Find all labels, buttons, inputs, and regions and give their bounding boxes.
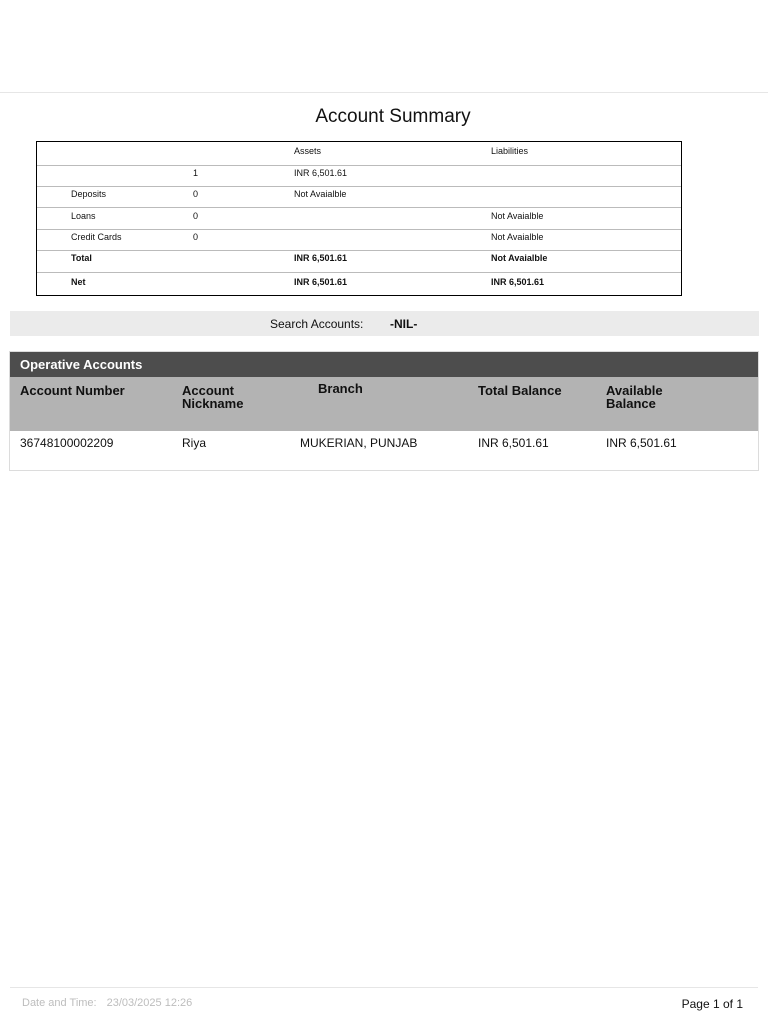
summary-row: [37, 168, 681, 187]
column-header-account-number: Account Number: [20, 383, 125, 398]
summary-row-credit-cards: [37, 232, 681, 251]
summary-row-deposits: [37, 189, 681, 208]
account-number: 36748100002209: [20, 436, 114, 450]
footer-datetime: [22, 997, 192, 1009]
footer-divider: [10, 987, 758, 988]
summary-header-row: [37, 146, 681, 166]
summary-row-liabilities: INR 6,501.61: [491, 277, 545, 287]
search-accounts-label: Search Accounts:: [270, 317, 364, 331]
search-accounts-value: -NIL-: [390, 317, 418, 331]
top-divider: [0, 92, 768, 93]
column-header-total-balance: Total Balance: [478, 383, 562, 398]
operative-accounts-title: Operative Accounts: [20, 357, 143, 372]
summary-row-liabilities: Not Avaialble: [491, 211, 544, 221]
datetime-label: Date and Time:: [22, 997, 97, 1009]
summary-row-count: 0: [193, 232, 199, 242]
column-header-branch: Branch: [318, 381, 363, 396]
summary-row-label: Loans: [71, 211, 96, 221]
column-header-available-balance: Available Balance: [606, 383, 663, 411]
summary-row-liabilities: Not Avaialble: [491, 232, 544, 242]
operative-accounts-column-headers: [10, 377, 758, 431]
liabilities-header: Liabilities: [491, 146, 529, 156]
total-balance: INR 6,501.61: [478, 436, 549, 450]
summary-row-assets: INR 6,501.61: [294, 277, 348, 287]
summary-row-liabilities: Not Avaialble: [491, 253, 548, 263]
table-row: [10, 436, 758, 456]
summary-table: [36, 141, 682, 296]
available-balance: INR 6,501.61: [606, 436, 677, 450]
page-title: Account Summary: [315, 106, 471, 127]
summary-row-label: Net: [71, 277, 86, 287]
summary-row-count: 0: [193, 189, 199, 199]
summary-row-assets: INR 6,501.61: [294, 168, 348, 178]
assets-header: Assets: [294, 146, 322, 156]
summary-row-assets: INR 6,501.61: [294, 253, 348, 263]
summary-row-assets: Not Avaialble: [294, 189, 347, 199]
summary-row-label: Total: [71, 253, 92, 263]
datetime-value: 23/03/2025 12:26: [106, 997, 193, 1009]
summary-row-label: Deposits: [71, 189, 107, 199]
account-branch: MUKERIAN, PUNJAB: [300, 436, 418, 450]
account-nickname: Riya: [182, 436, 207, 450]
operative-accounts-panel: [9, 351, 759, 471]
page-number: Page 1 of 1: [681, 997, 743, 1011]
column-header-account-nickname: Account Nickname: [182, 383, 244, 411]
summary-row-net: [37, 277, 681, 295]
summary-row-total: [37, 253, 681, 273]
summary-row-count: 0: [193, 211, 199, 221]
search-accounts-bar: [10, 311, 759, 336]
summary-row-count: 1: [193, 168, 199, 178]
operative-accounts-header: [10, 352, 758, 377]
summary-row-loans: [37, 211, 681, 230]
summary-row-label: Credit Cards: [71, 232, 122, 242]
